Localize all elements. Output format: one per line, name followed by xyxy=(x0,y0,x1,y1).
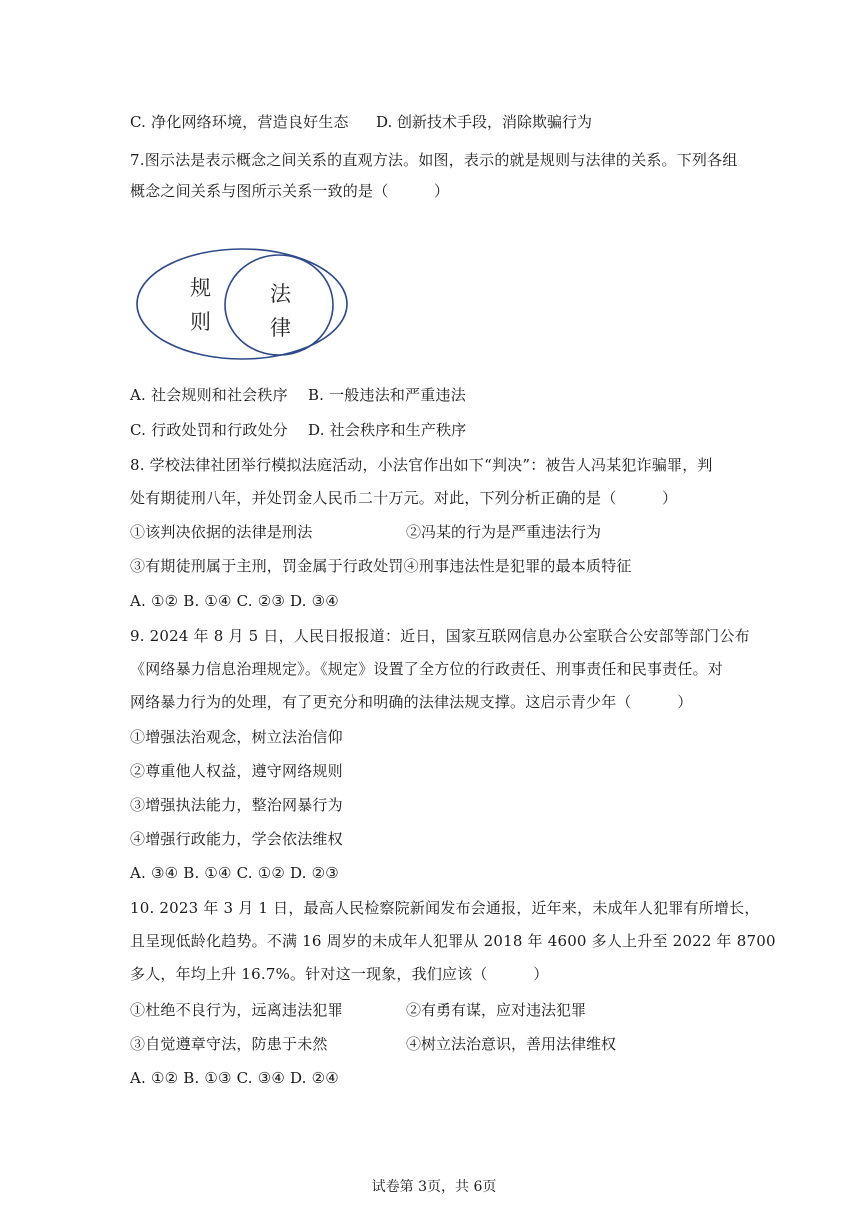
q8-stem-line2: 处有期徒刑八年，并处罚金人民币二十万元。对此，下列分析正确的是（ ） xyxy=(130,489,678,507)
q10-stem-line2: 且呈现低龄化趋势。不满 16 周岁的未成年人犯罪从 2018 年 4600 多人上升至 2022 年 8700 xyxy=(130,932,776,950)
q8-answers: A. ①② B. ①④ C. ②③ D. ③④ xyxy=(130,592,339,610)
q10-option-1: ①杜绝不良行为，远离违法犯罪 xyxy=(130,1001,343,1019)
inner-label-char1: 法 xyxy=(270,282,291,306)
outer-label-char2: 则 xyxy=(190,310,211,334)
q9-option-3: ③增强执法能力，整治网暴行为 xyxy=(130,796,343,814)
q9-option-2: ②尊重他人权益，遵守网络规则 xyxy=(130,762,343,780)
q7-stem-line1: 7.图示法是表示概念之间关系的直观方法。如图，表示的就是规则与法律的关系。下列各组 xyxy=(130,151,738,169)
q9-stem-line2: 《网络暴力信息治理规定》。《规定》设置了全方位的行政责任、刑事责任和民事责任。对 xyxy=(130,660,724,678)
q10-stem-line1: 10. 2023 年 3 月 1 日，最高人民检察院新闻发布会通报，近年来，未成年人犯罪有所增长， xyxy=(130,899,760,917)
q7-options-cd: C. 行政处罚和行政处分 D. 社会秩序和生产秩序 xyxy=(130,421,467,439)
q6-option-c: C. 净化网络环境，营造良好生态 xyxy=(130,113,349,131)
q8-option-2: ②冯某的行为是严重违法行为 xyxy=(406,523,602,541)
q10-option-2: ②有勇有谋，应对违法犯罪 xyxy=(406,1001,587,1019)
q9-stem-line3: 网络暴力行为的处理，有了更充分和明确的法律法规支撑。这启示青少年（ ） xyxy=(130,693,693,711)
q9-option-1: ①增强法治观念，树立法治信仰 xyxy=(130,728,343,746)
q9-option-4: ④增强行政能力，学会依法维权 xyxy=(130,830,343,848)
outer-label-char1: 规 xyxy=(190,276,211,300)
q10-option-4: ④树立法治意识，善用法律维权 xyxy=(406,1035,617,1053)
page-footer: 试卷第 3页，共 6页 xyxy=(371,1179,497,1195)
q7-options-ab: A. 社会规则和社会秩序 B. 一般违法和严重违法 xyxy=(130,386,466,404)
q9-answers: A. ③④ B. ①④ C. ①② D. ②③ xyxy=(130,864,339,882)
q6-option-d: D. 创新技术手段，消除欺骗行为 xyxy=(376,113,593,131)
q8-stem-line1: 8. 学校法律社团举行模拟法庭活动，小法官作出如下“判决”：被告人冯某犯诈骗罪，判 xyxy=(130,456,713,474)
q8-option-1: ①该判决依据的法律是刑法 xyxy=(130,523,313,541)
q10-option-3: ③自觉遵章守法，防患于未然 xyxy=(130,1035,328,1053)
q10-stem-line3: 多人，年均上升 16.7%。针对这一现象，我们应该（ ） xyxy=(130,965,549,983)
q8-option-3-4: ③有期徒刑属于主刑，罚金属于行政处罚④刑事违法性是犯罪的最本质特征 xyxy=(130,557,632,575)
rules-law-venn-diagram xyxy=(134,246,350,362)
q9-stem-line1: 9. 2024 年 8 月 5 日，人民日报报道：近日，国家互联网信息办公室联合公安部等部门公布 xyxy=(130,627,750,645)
q7-stem-line2: 概念之间关系与图所示关系一致的是（ ） xyxy=(130,182,450,200)
q10-answers: A. ①② B. ①③ C. ③④ D. ②④ xyxy=(130,1069,339,1087)
inner-label-char2: 律 xyxy=(270,316,291,340)
